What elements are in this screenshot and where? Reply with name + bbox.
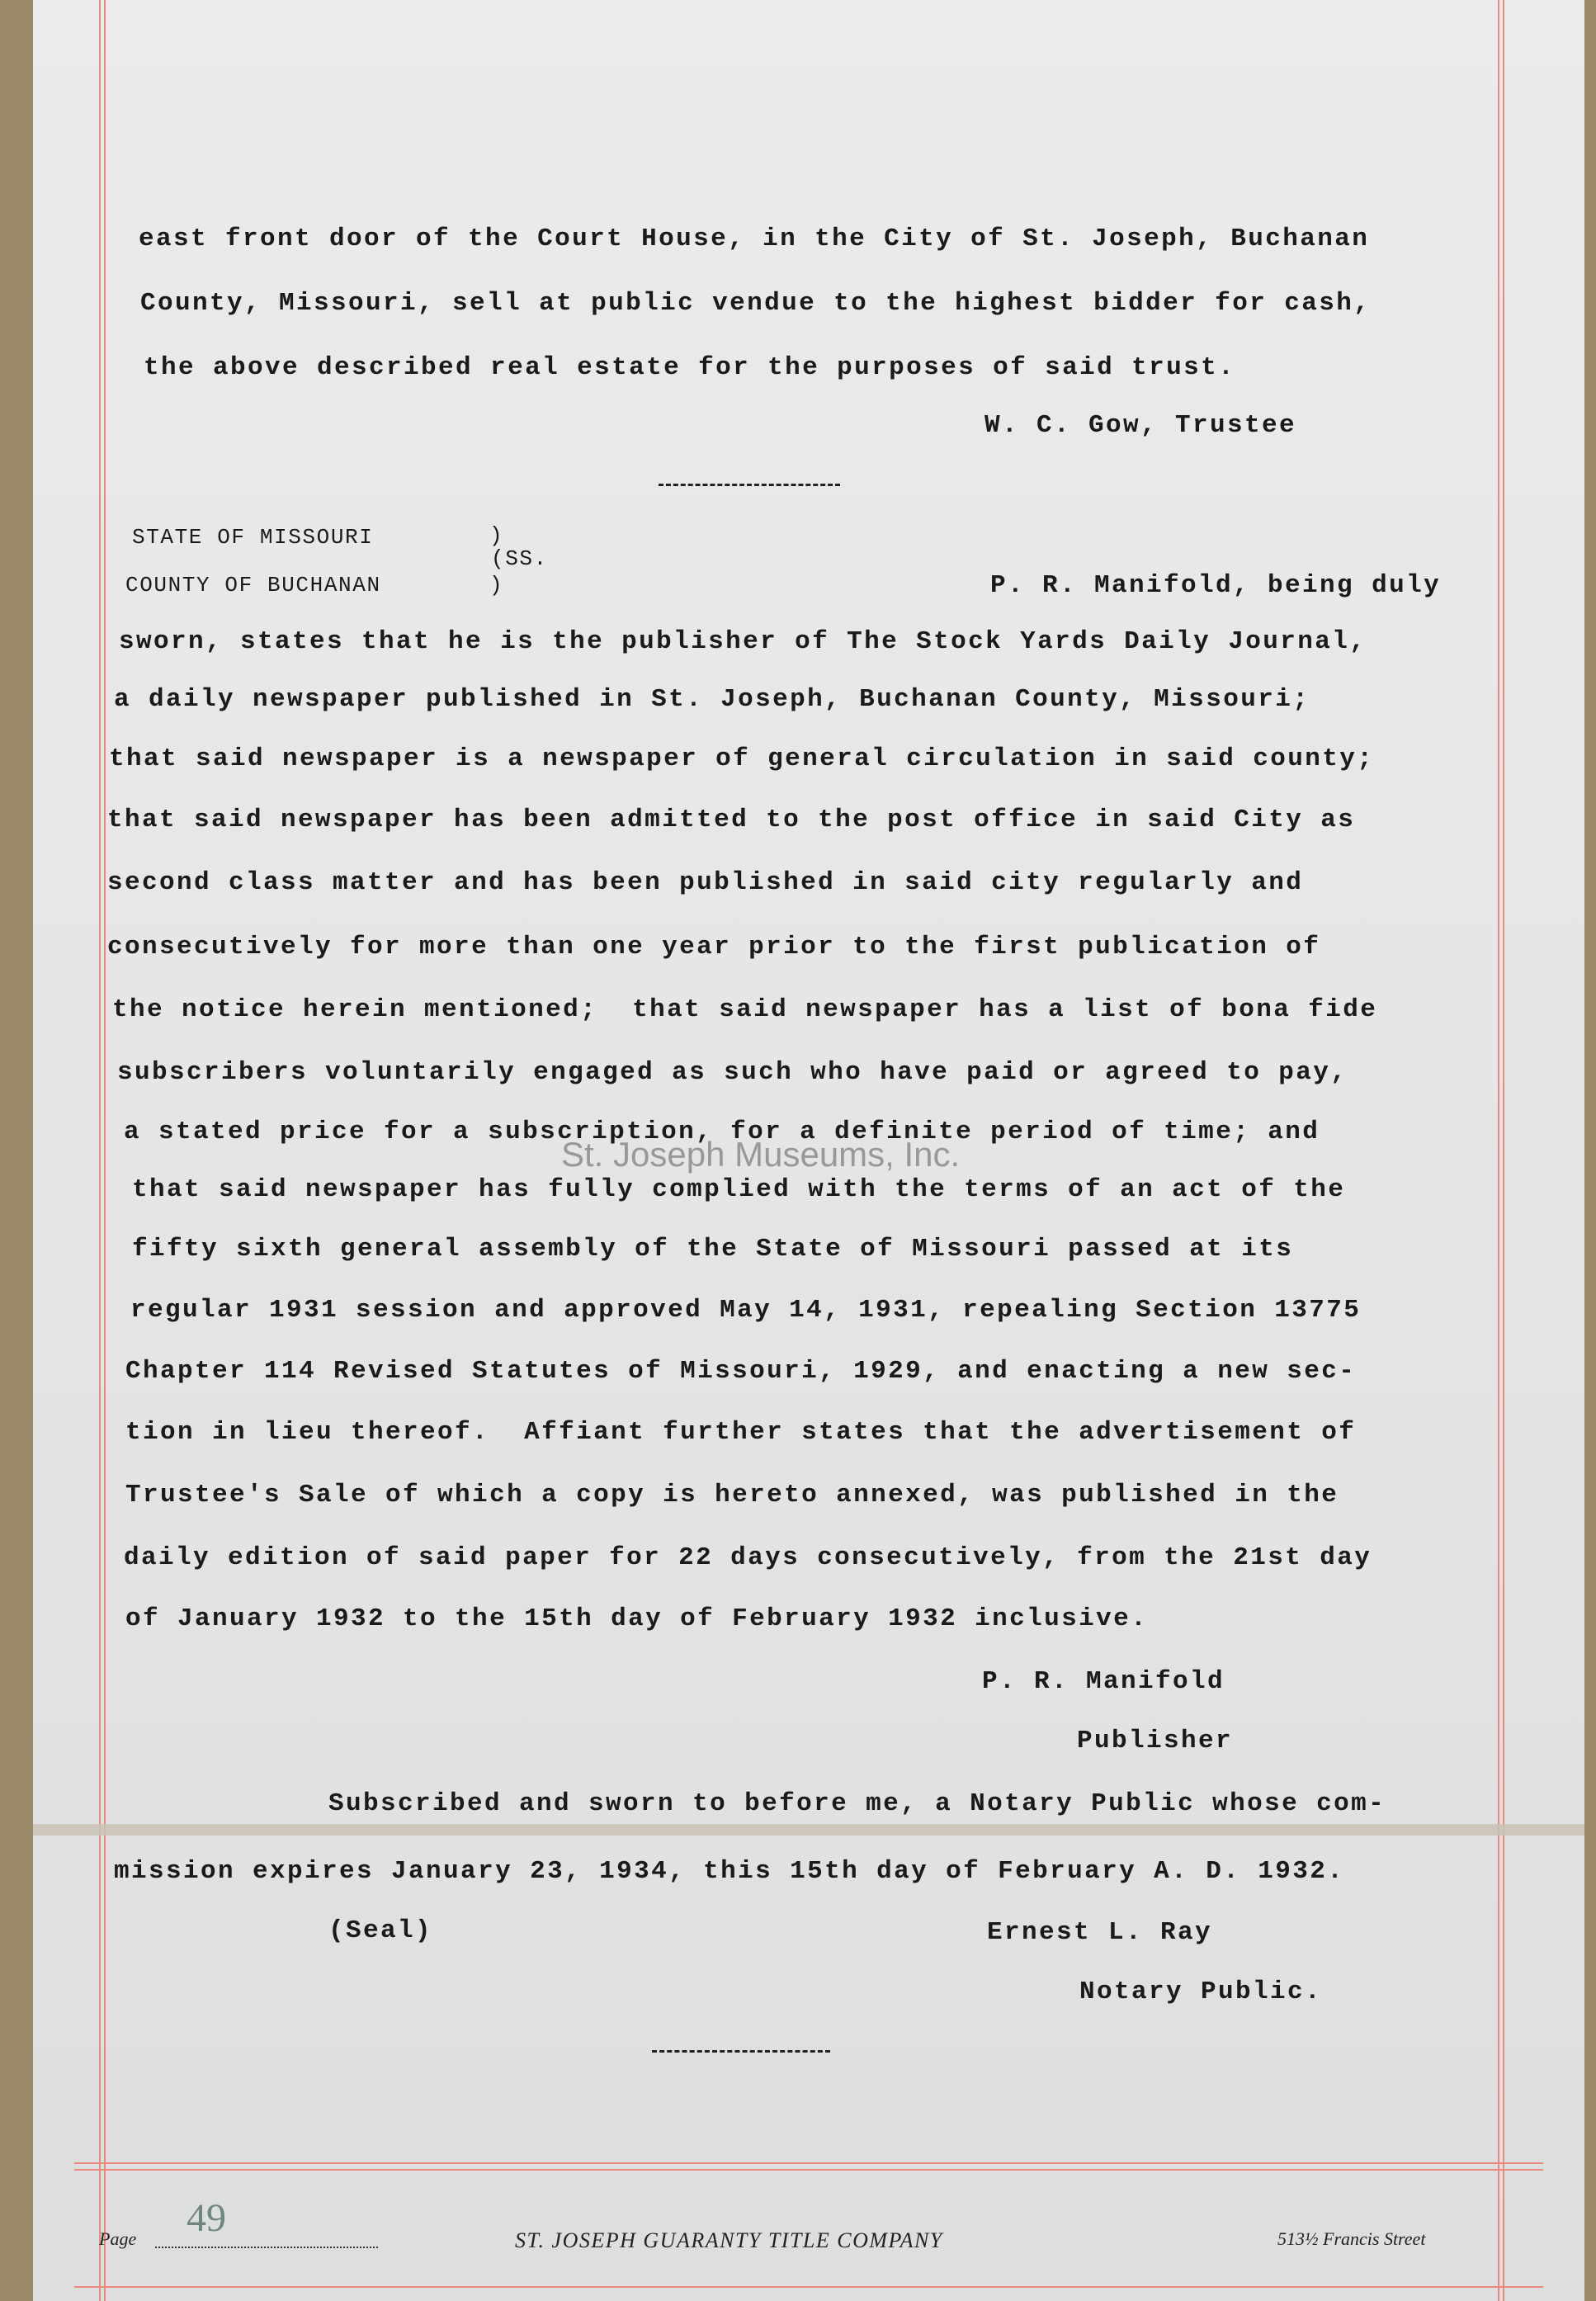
separator [652,2050,830,2053]
footer-address: 513½ Francis Street [1277,2228,1426,2249]
text-line: a stated price for a subscription, for a definite period of time; and [124,1117,1320,1146]
text-line: fifty sixth general assembly of the State of Missouri passed at its [132,1235,1294,1264]
text-line: second class matter and has been published in said city regularly and [107,868,1304,897]
right-margin-rule [1503,0,1504,2301]
separator [659,484,840,486]
caption-state: STATE OF MISSOURI [132,525,374,550]
right-margin-rule [1498,0,1499,2301]
text-line: P. R. Manifold, being duly [990,571,1442,600]
page-number: 49 [187,2196,226,2240]
text-line: of January 1932 to the 15th day of February 1932 inclusive. [125,1604,1149,1633]
text-line: a daily newspaper published in St. Joseph, Buchanan County, Missouri; [114,685,1310,714]
watermark: St. Joseph Museums, Inc. [561,1135,961,1174]
left-margin-rule [99,0,101,2301]
footer-rule [74,2169,1543,2171]
caption-county: COUNTY OF BUCHANAN [125,573,381,598]
text-line: that said newspaper is a newspaper of general circulation in said county; [109,744,1375,773]
trustee-signature: W. C. Gow, Trustee [985,411,1297,440]
publisher-signature: P. R. Manifold [982,1667,1225,1696]
text-line: the notice herein mentioned; that said newspaper has a list of bona fide [112,995,1378,1024]
publisher-title: Publisher [1077,1727,1234,1755]
caption-paren: ) [489,523,504,548]
text-line: subscribers voluntarily engaged as such who have paid or agreed to pay, [117,1058,1348,1087]
notary-title: Notary Public. [1079,1977,1323,2006]
caption-ss: (SS. [491,546,548,571]
text-line: regular 1931 session and approved May 14, 1931, repealing Section 13775 [130,1296,1362,1325]
caption-paren: ) [489,573,504,598]
text-line: that said newspaper has fully complied with the terms of an act of the [132,1175,1346,1204]
text-line: that said newspaper has been admitted to the post office in said City as [107,806,1356,834]
text-line: daily edition of said paper for 22 days consecutively, from the 21st day [124,1543,1372,1572]
document-page [33,0,1584,2301]
left-margin-rule [104,0,106,2301]
paper-fold-band [33,1824,1584,1836]
text-line: consecutively for more than one year prior to the first publication of [107,933,1321,962]
text-line: sworn, states that he is the publisher of The Stock Yards Daily Journal, [119,627,1367,656]
seal-mark: (Seal) [328,1916,433,1945]
page-number-line [155,2247,378,2248]
text-line: east front door of the Court House, in the City of St. Joseph, Buchanan [139,224,1370,253]
text-line: the above described real estate for the purposes of said trust. [144,353,1236,382]
jurat-line: mission expires January 23, 1934, this 15th day of February A. D. 1932. [114,1857,1345,1886]
footer-rule [74,2286,1543,2288]
text-line: Chapter 114 Revised Statutes of Missouri, 1929, and enacting a new sec- [125,1357,1357,1386]
jurat-line: Subscribed and sworn to before me, a Notary Public whose com- [328,1789,1386,1818]
text-line: tion in lieu thereof. Affiant further states that the advertisement of [125,1418,1357,1447]
notary-name: Ernest L. Ray [987,1918,1213,1947]
footer-page-label: Page [99,2228,137,2249]
footer-rule [74,2162,1543,2164]
footer-company: ST. JOSEPH GUARANTY TITLE COMPANY [515,2228,943,2252]
text-line: County, Missouri, sell at public vendue to the highest bidder for cash, [140,289,1372,318]
text-line: Trustee's Sale of which a copy is hereto annexed, was published in the [125,1481,1339,1510]
